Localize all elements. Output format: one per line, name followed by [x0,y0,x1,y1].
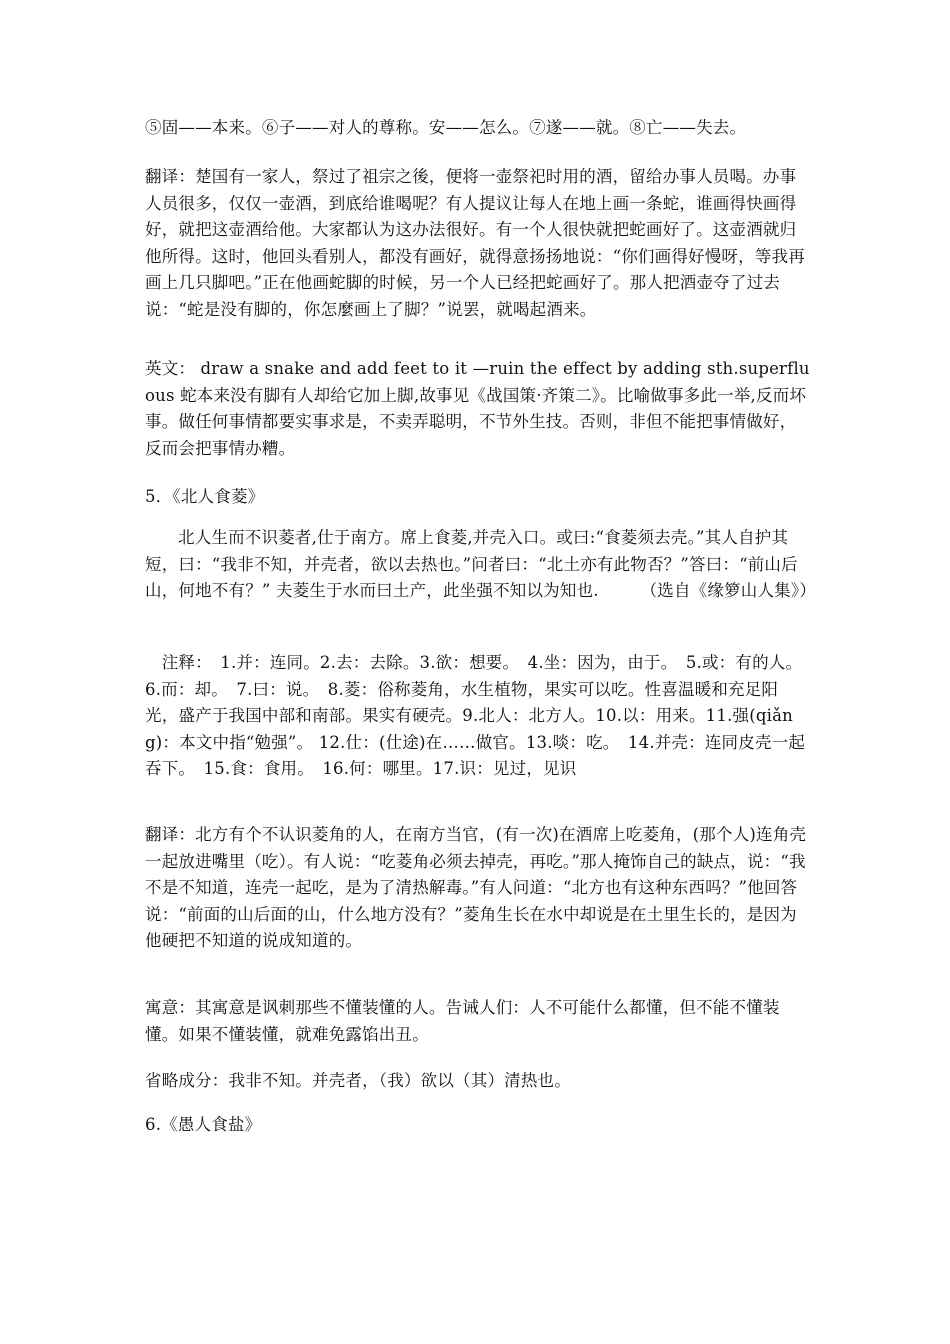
story5-moral: 寓意：其寓意是讽刺那些不懂装懂的人。告诫人们：人不可能什么都懂，但不能不懂装懂。如果不懂装懂，就难免露馅出丑。 [145,998,780,1044]
story5-title: 5．《北人食菱》 [145,487,265,506]
story5-text: 北人生而不识菱者,仕于南方。席上食菱,并壳入口。或曰:“食菱须去壳。”其人自护其短，曰：“我非不知，并壳者，欲以去热也。”问者曰：“北土亦有此物否？”答曰：“前山后山，何地不有？” 夫菱生于水而曰土产，此坐强不知以为知也. （选自《缘箩山人集》） [145,528,817,600]
story4-translation: 翻译：楚国有一家人，祭过了祖宗之後，便将一壶祭祀时用的酒，留给办事人员喝。办事人员很多，仅仅一壶酒，到底给谁喝呢？有人提议让每人在地上画一条蛇，谁画得快画得好，就把这壶酒给他。大家都认为这办法很好。有一个人很快就把蛇画好了。这壶酒就归他所得。这时，他回头看别人，都没有画好，就得意扬扬地说：“你们画得好慢呀，等我再画上几只脚吧。”正在他画蛇脚的时候，另一个人已经把蛇画好了。那人把酒壶夺了过去说：“蛇是没有脚的，你怎麼画上了脚？”说罢，就喝起酒来。 [145,167,805,319]
notes-continued: ⑤固——本来。⑥子——对人的尊称。安——怎么。⑦遂——就。⑧亡——失去。 [145,118,747,137]
story4-english-explanation: 英文： draw a snake and add feet to it —ruin the effect by adding sth.superfluous 蛇本来没有脚有人却给它加上脚,故事见《战国策·齐策二》。比喻做事多此一举,反而坏事。做任何事情都要实事求是，不卖弄聪明，不节外生技。否则，非但不能把事情做好，反而会把事情办糟。 [145,359,810,458]
story6-title: 6.《愚人食盐》 [145,1115,262,1134]
story5-omission: 省略成分：我非不知。并壳者，（我）欲以（其）清热也。 [145,1071,571,1090]
story5-translation: 翻译：北方有个不认识菱角的人，在南方当官，(有一次)在酒席上吃菱角，(那个人)连角壳一起放进嘴里（吃）。有人说：“吃菱角必须去掉壳，再吃。”那人掩饰自己的缺点，说：“我不是不知道，连壳一起吃，是为了清热解毒。”有人问道：“北方也有这种东西吗？”他回答说：“前面的山后面的山，什么地方没有？”菱角生长在水中却说是在土里生长的，是因为他硬把不知道的说成知道的。 [145,825,807,950]
story5-notes: 注释： 1.并：连同。2.去：去除。3.欲：想要。 4.坐：因为，由于。 5.或：有的人。 6.而：却。 7.曰：说。 8.菱：俗称菱角，水生植物，果实可以吃。性喜温暖和充足阳光，盛产于我国中部和南部。果实有硬壳。9.北人：北方人。10.以：用来。11.强(qiǎng)：本文中指“勉强”。 12.仕：(仕途)在……做官。13.啖：吃。 14.并壳：连同皮壳一起吞下。 15.食：食用。 16.何：哪里。17.识：见过，见识 [145,653,811,778]
